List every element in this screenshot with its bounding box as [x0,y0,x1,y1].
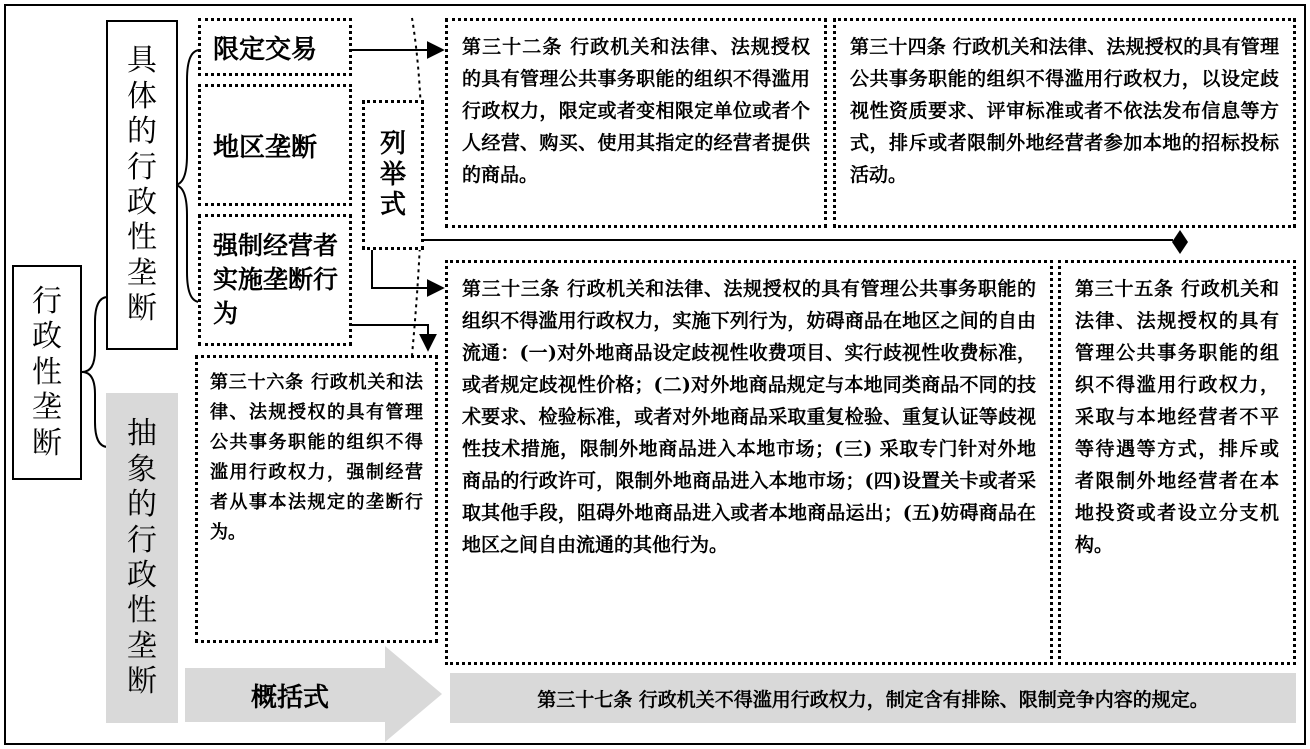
category-restricted-trade [198,18,352,76]
article-34-box [833,18,1296,228]
root-brace [82,297,108,447]
article-37-box [450,673,1296,723]
article-33-text: 第三十三条 行政机关和法律、法规授权的具有管理公共事务职能的组织不得滥用行政权力，实施下列行为，妨碍商品在地区之间的自由流通：(一)对外地商品设定歧视性收费项目、实行歧视性收费标准，或者规定歧视性价格；(二)对外地商品规定与本地同类商品不同的技术要求、检验标准，或者对外地商品采取重复检验、重复认证等歧视性技术措施，限制外地商品进入本地市场；(三) 采取专门针对外地商品的行政许可，限制外地商品进入本地市场；(四)设置关卡或者采取其他手段，阻碍外地商品进入或者本地商品运出；(五)妨碍商品在地区之间自由流通的其他行为。 [462,278,1036,556]
abstract-branch-node [106,393,178,723]
article-36-text: 第三十六条 行政机关和法律、法规授权的具有管理公共事务职能的组织不得滥用行政权力，强制经营者从事本法规定的垄断行为。 [210,372,423,543]
article-35-text: 第三十五条 行政机关和法律、法规授权的具有管理公共事务职能的组织不得滥用行政权力，采取与本地经营者不平等待遇等方式，排斥或者限制外地经营者在本地投资或者设立分支机构。 [1075,278,1279,556]
root-label: 行政性垄断 [32,284,62,461]
article-37-text: 第三十七条 行政机关不得滥用行政权力，制定含有排除、限制竞争内容的规定。 [537,688,1209,711]
article-32-box [445,18,827,228]
article-33-box [445,260,1053,665]
article-34-text: 第三十四条 行政机关和法律、法规授权的具有管理公共事务职能的组织不得滥用行政权力，以设定歧视性资质要求、评审标准或者不依法发布信息等方式，排斥或者限制外地经营者参加本地的招标投标活动。 [850,36,1279,186]
enumerated-label: 列举式 [379,128,406,221]
abstract-branch-label: 抽象的行政性垄断 [127,416,157,700]
specific-branch-label: 具体的行政性垄断 [127,43,157,327]
category-forced-monopoly [198,214,352,346]
enumerated-label-box [362,100,424,250]
general-label [205,672,375,718]
category-regional-blockade [198,84,352,206]
category-label: 限定交易 [213,34,318,65]
diamond-junction [1172,230,1188,254]
specific-branch-node [106,20,178,350]
general-label-text: 概括式 [250,682,329,713]
arrow-to-article36 [352,325,428,350]
category-label: 强制经营者实施垄断行为 [213,231,339,328]
category-label: 地区垄断 [213,132,318,163]
article-36-box [195,355,438,643]
article-35-box [1058,260,1296,665]
article-32-text: 第三十二条 行政机关和法律、法规授权的具有管理公共事务职能的组织不得滥用行政权力，限定或者变相限定单位或者个人经营、购买、使用其指定的经营者提供的商品。 [462,36,810,186]
root-node [12,265,82,480]
